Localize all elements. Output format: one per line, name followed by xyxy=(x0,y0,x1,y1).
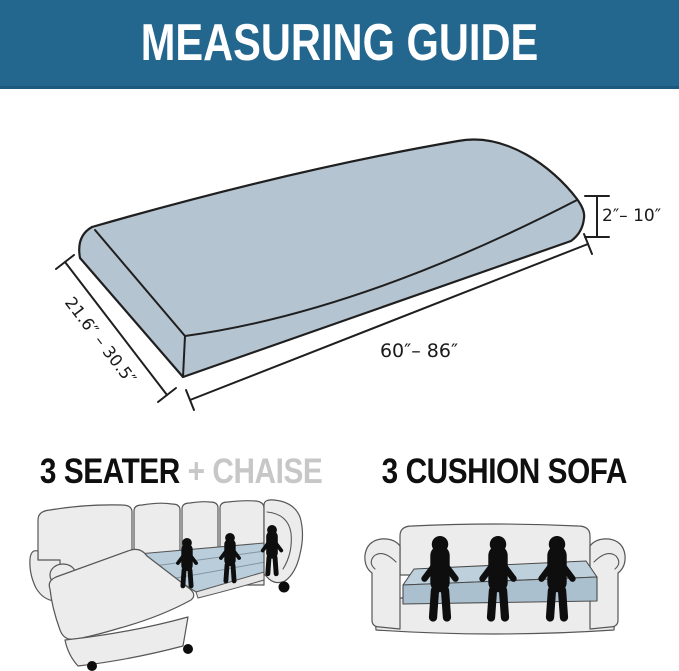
cushion-body xyxy=(79,140,584,377)
caption-sectional xyxy=(11,453,351,493)
width-dimension-label: 60″– 86″ xyxy=(379,340,459,362)
depth-tick-start xyxy=(56,255,74,269)
width-tick-start xyxy=(186,390,194,410)
sofa-arm-left xyxy=(365,539,400,629)
sofa-foot xyxy=(279,582,290,593)
page-title: MEASURING GUIDE xyxy=(140,14,539,72)
sectional-sofa-illustration xyxy=(30,500,303,671)
caption-sectional-main: 3 SEATER xyxy=(39,452,180,491)
sofa-foot xyxy=(183,644,193,654)
depth-tick-end xyxy=(158,388,176,402)
caption-sectional-muted: + CHAISE xyxy=(187,452,323,491)
cushion-dimension-diagram xyxy=(0,100,679,440)
cushion-3d-illustration xyxy=(79,140,584,377)
caption-sofa xyxy=(334,453,674,493)
sofa-illustrations xyxy=(0,495,679,671)
depth-dimension-label: 21.6″ – 30.5″ xyxy=(61,293,140,388)
caption-sofa-label: 3 CUSHION SOFA xyxy=(381,452,627,491)
height-dimension-label: 2″– 10″ xyxy=(602,206,662,226)
height-dimension xyxy=(585,196,661,237)
sofa-foot xyxy=(87,661,97,671)
header-banner xyxy=(0,0,679,89)
cushion-sofa-illustration xyxy=(365,524,625,634)
